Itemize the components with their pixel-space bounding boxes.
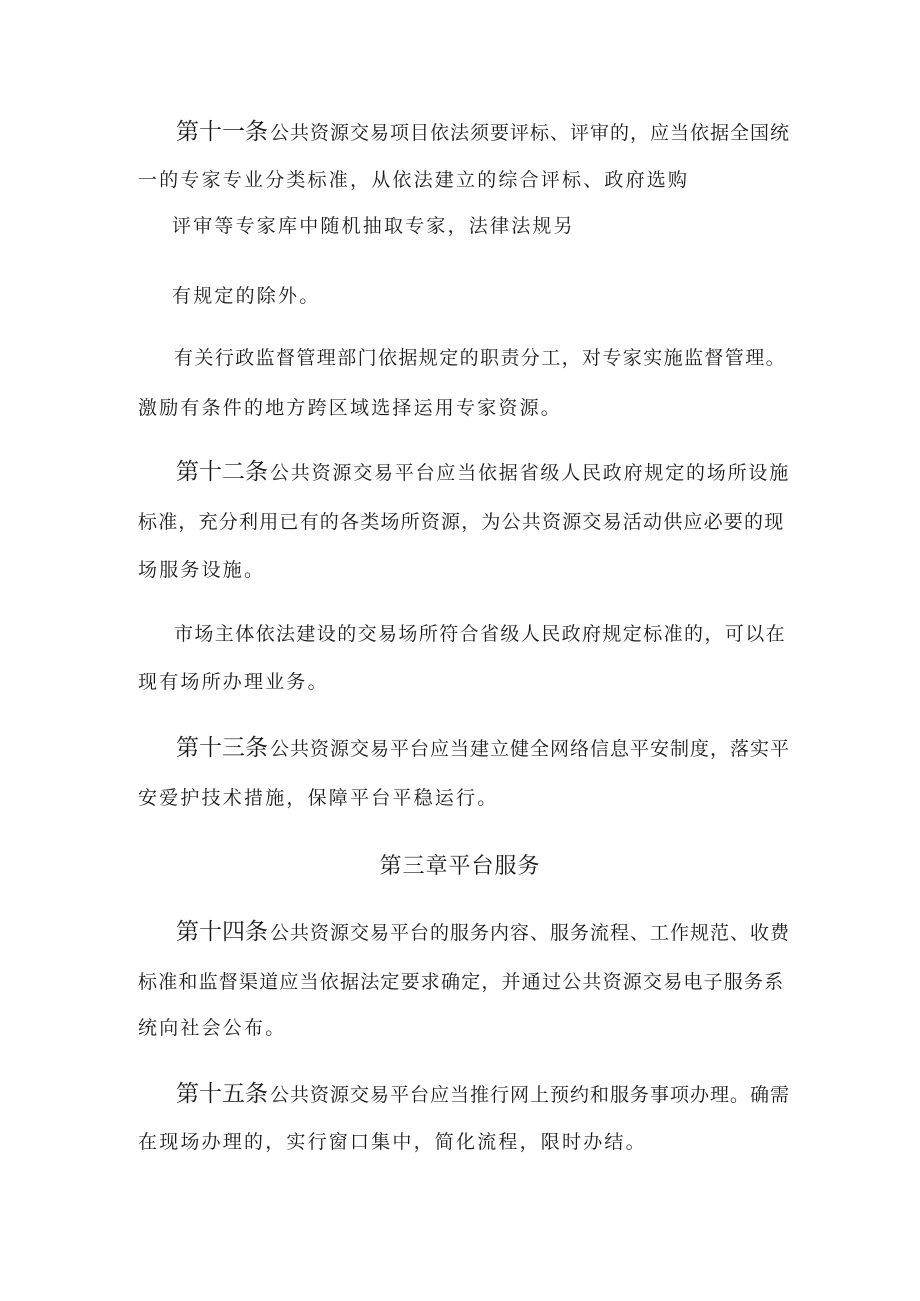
- article-11-text-1: 公共资源交易项目依法须要评标、评审的，应当依据全国统: [270, 122, 791, 144]
- market-line-2: 现有场所办理业务。: [138, 671, 329, 693]
- article-12-line-2: 标准，充分利用已有的各类场所资源，为公共资源交易活动供应必要的现: [138, 511, 785, 533]
- article-13-heading: 第十三条: [176, 735, 268, 761]
- article-11-line-3: 评审等专家库中随机抽取专家，法律法规另: [172, 215, 575, 237]
- article-12-heading: 第十二条: [176, 459, 268, 485]
- article-11-line-2: 一的专家专业分类标准，从依法建立的综合评标、政府选购: [138, 169, 690, 191]
- chapter-title: 第三章平台服务: [379, 854, 541, 879]
- supervision-line-2: 激励有条件的地方跨区域选择运用专家资源。: [138, 397, 563, 419]
- article-15-heading: 第十五条: [176, 1081, 268, 1107]
- article-15-line-2: 在现场办理的，实行窗口集中，简化流程，限时办结。: [138, 1131, 647, 1153]
- market-line-1: 市场主体依法建设的交易场所符合省级人民政府规定标准的，可以在: [174, 623, 787, 645]
- article-13-line-1: [176, 734, 790, 763]
- article-14-text-1: 公共资源交易平台的服务内容、服务流程、工作规范、收费: [270, 922, 791, 944]
- article-15-line-1: [176, 1080, 790, 1109]
- article-15-text-1: 公共资源交易平台应当推行网上预约和服务事项办理。确需: [270, 1084, 791, 1106]
- article-14-line-2: 标准和监督渠道应当依据法定要求确定，并通过公共资源交易电子服务系: [138, 971, 785, 993]
- article-12-line-1: [176, 458, 790, 487]
- article-11-line-1: [176, 118, 790, 147]
- article-13-text-1: 公共资源交易平台应当建立健全网络信息平安制度，落实平: [270, 738, 791, 760]
- article-14-line-3: 统向社会公布。: [138, 1017, 287, 1039]
- article-14-heading: 第十四条: [176, 919, 268, 945]
- article-12-text-1: 公共资源交易平台应当依据省级人民政府规定的场所设施: [270, 462, 791, 484]
- article-11-line-4: 有规定的除外。: [172, 285, 321, 307]
- article-14-line-1: [176, 918, 790, 947]
- supervision-line-1: 有关行政监督管理部门依据规定的职责分工，对专家实施监督管理。: [174, 347, 787, 369]
- article-11-heading: 第十一条: [176, 119, 268, 145]
- article-12-line-3: 场服务设施。: [138, 559, 266, 581]
- article-13-line-2: 安爱护技术措施，保障平台平稳运行。: [138, 787, 499, 809]
